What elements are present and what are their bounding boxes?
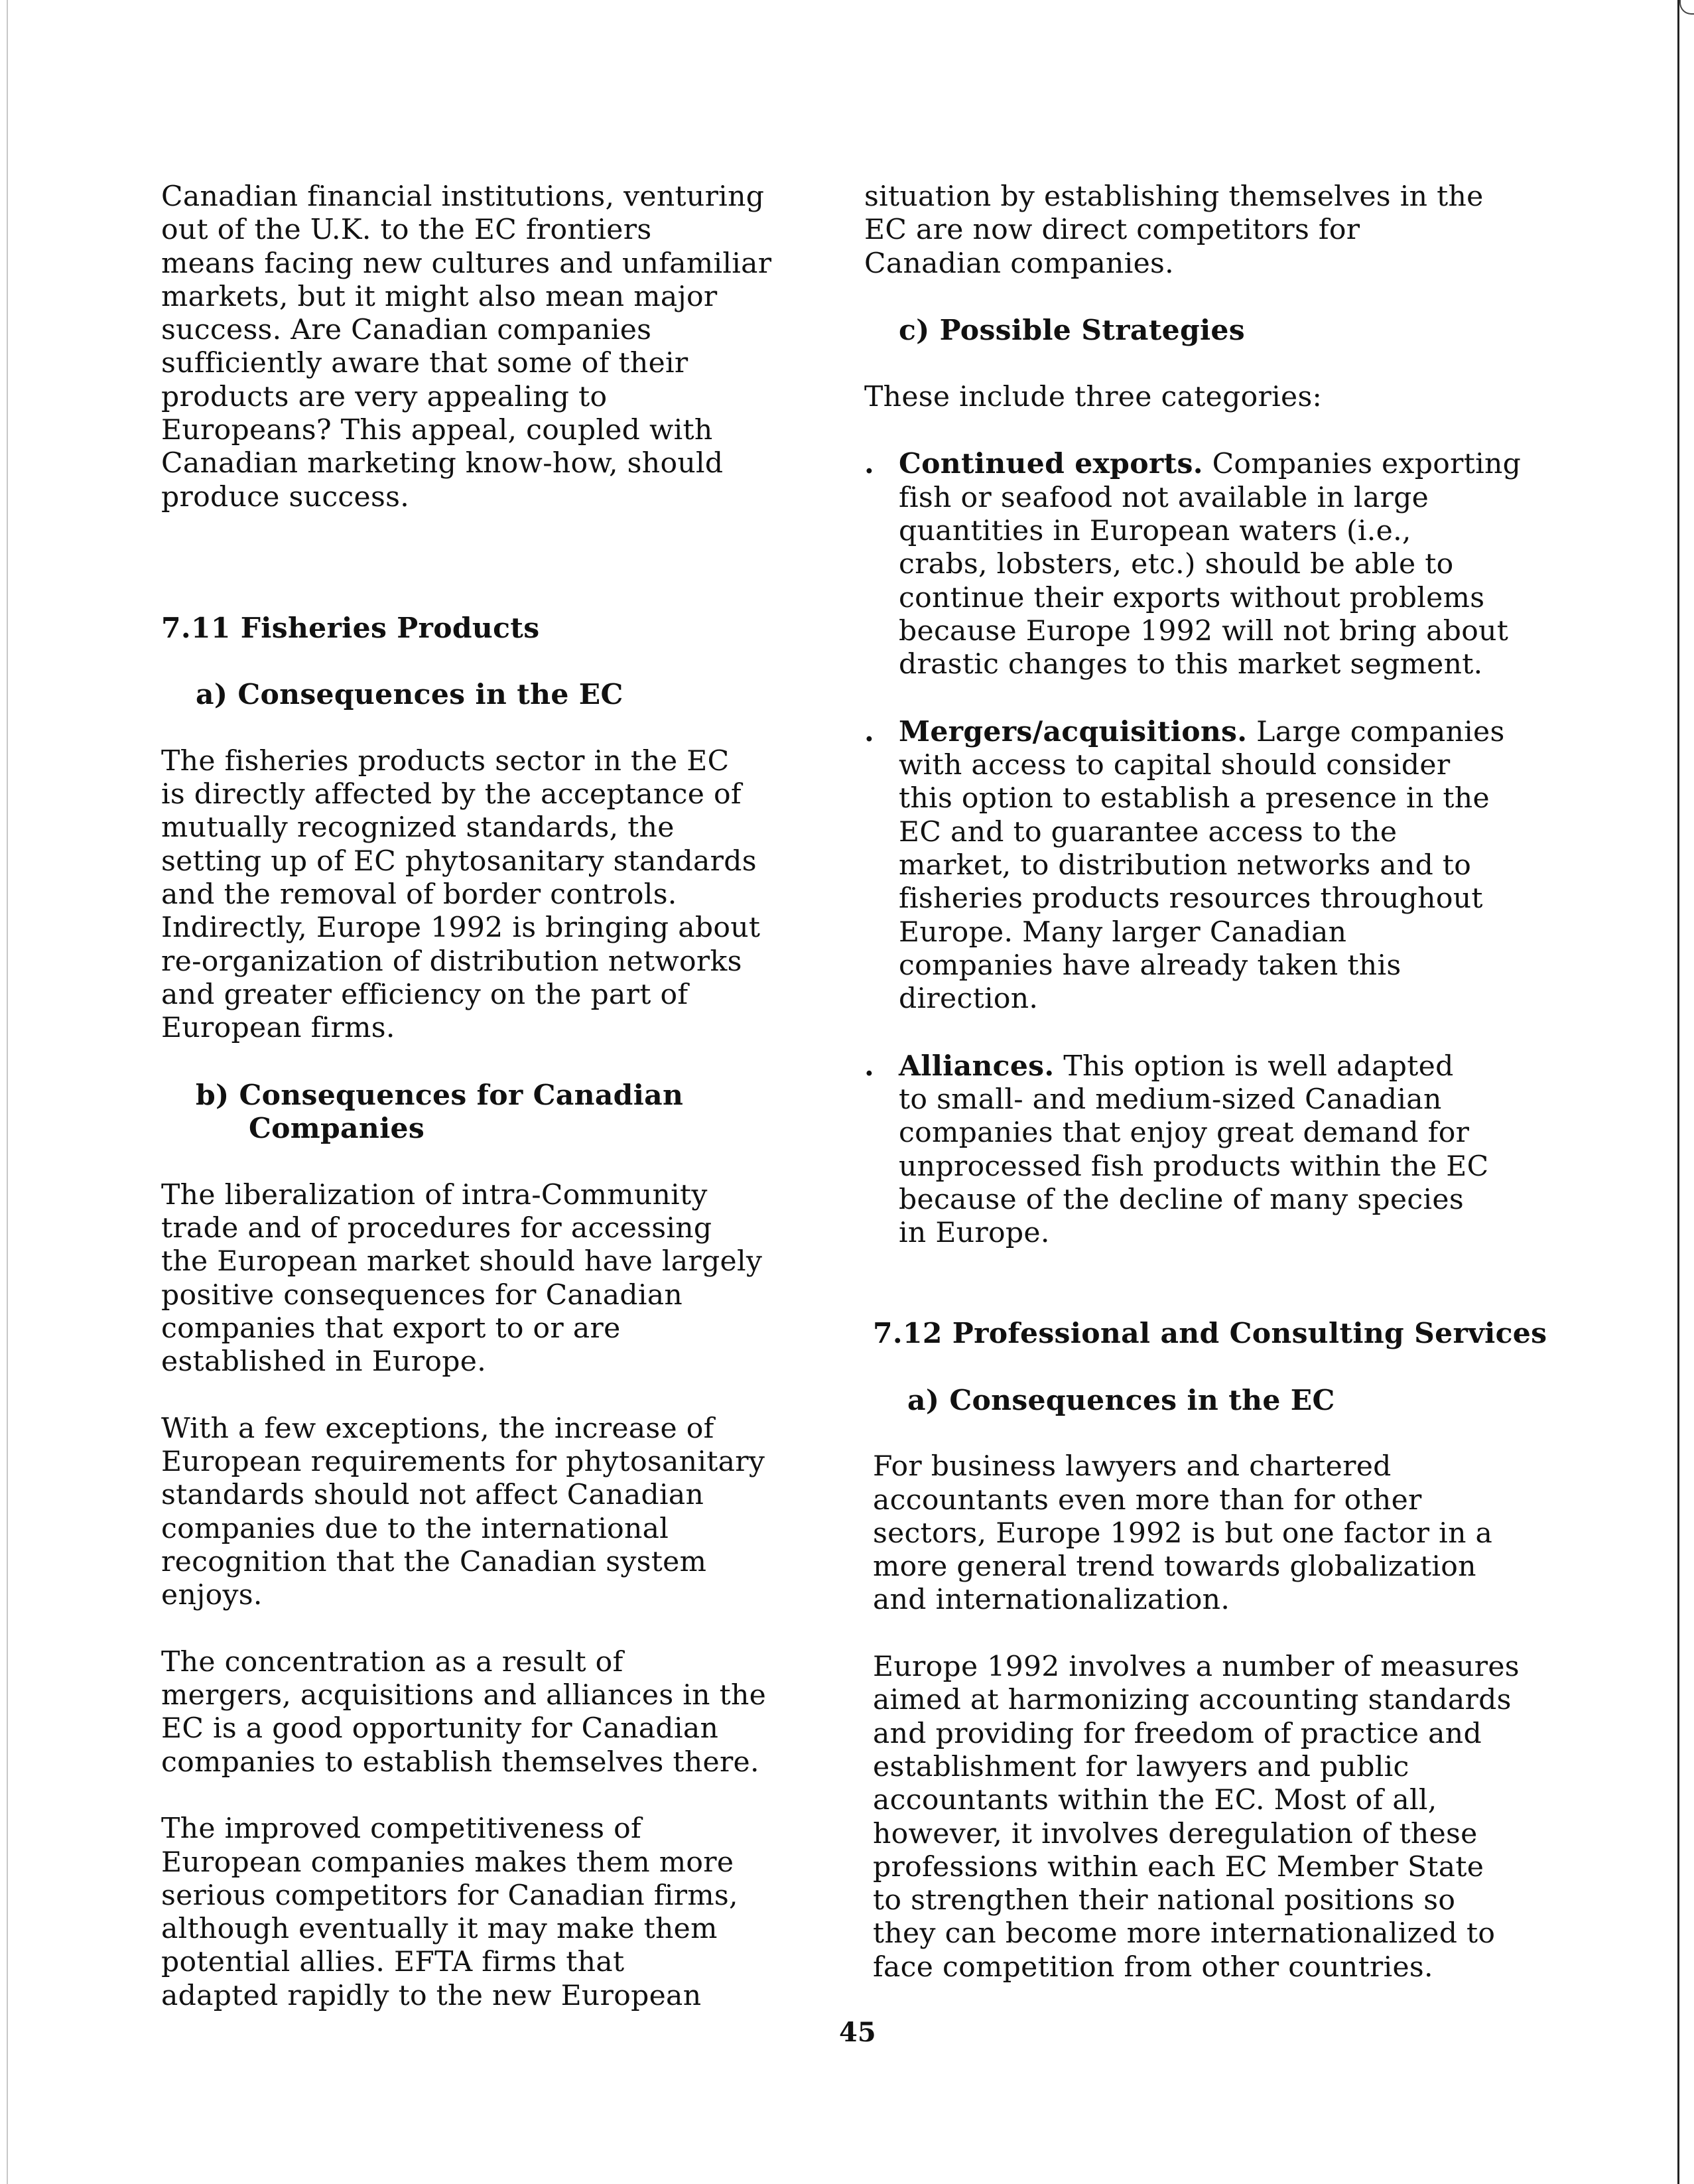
right-column (864, 180, 1574, 1984)
bullet-text: This option is well adapted to small- and medium-sized Canadian companies that enjoy great demand for unprocessed fish products within the EC because of the decline of many species in Europe. (899, 1050, 1489, 1250)
paragraph-lawyers-accountants: For business lawyers and chartered accountants even more than for other sectors, Europe 1992 is but one factor in a more general trend towards globalization and internationalization. (873, 1450, 1493, 1617)
paragraph-competitiveness: The improved competitiveness of European companies makes them more serious competitors for Canadian firms, although eventually it may make them potential allies. EFTA firms that adapted rapidly to the new European (161, 1812, 738, 2012)
scan-edge-left (7, 0, 8, 2184)
bullet-text: Companies exporting fish or seafood not available in large quantities in European waters (i.e., crabs, lobsters, etc.) should be able to continue their exports without problems because Europe 1992 will not bring about drastic changes to this market segment. (899, 448, 1522, 681)
paragraph-categories: These include three categories: (864, 380, 1323, 413)
bullet-mark: . (864, 447, 875, 481)
subheading-possible-strategies: c) Possible Strategies (899, 314, 1245, 348)
paragraph-concentration: The concentration as a result of mergers, acquisitions and alliances in the EC is a good opportunity for Canadian companies to establish themselves there. (161, 1645, 767, 1779)
subheading-consequences-ec-2: a) Consequences in the EC (907, 1383, 1335, 1417)
paragraph-liberalization: The liberalization of intra-Community trade and of procedures for accessing the European market should have largely positive consequences for Canadian companies that export to or are established in Europe. (161, 1178, 763, 1379)
bullet-title: Continued exports. (899, 447, 1203, 481)
bullet-alliances (864, 1050, 1574, 1251)
paragraph-europe-1992-measures: Europe 1992 involves a number of measures aimed at harmonizing accounting standards and providing for freedom of practice and establishment for lawyers and public accountants within the EC. Most of all, however, it involves deregulation of these professions within each EC Member State to strengthen their national positions so they can become more internationalized to face competition from other countries. (873, 1651, 1520, 1984)
bullet-mark: . (864, 715, 875, 748)
section-heading-professional-services: 7.12 Professional and Consulting Services (873, 1317, 1547, 1351)
section-heading-fisheries: 7.11 Fisheries Products (161, 611, 540, 645)
bullet-mergers-acquisitions (864, 715, 1574, 1016)
continued-paragraph: situation by establishing themselves in the EC are now direct competitors for Canadian companies. (864, 180, 1484, 280)
bullet-text: Large companies with access to capital should consider this option to establish a presence in the EC and to guarantee access to the market, to distribution networks and to fisheries products resources throughout Europe. Many larger Canadian companies have already taken this direction. (899, 715, 1505, 1016)
paragraph-phytosanitary: With a few exceptions, the increase of European requirements for phytosanitary standards should not affect Canadian companies due to the international recognition that the Canadian system enjoys. (161, 1412, 765, 1612)
bullet-title: Alliances. (899, 1049, 1055, 1083)
bullet-mark: . (864, 1049, 875, 1083)
paragraph-fisheries-ec: The fisheries products sector in the EC is directly affected by the acceptance of mutually recognized standards, the setting up of EC phytosanitary standards and the removal of border controls. Indirectly, Europe 1992 is bringing about re-organization of distribution networks and greater efficiency on the part of European firms. (161, 744, 761, 1045)
bullet-title: Mergers/acquisitions. (899, 715, 1248, 748)
page-number: 45 (839, 2017, 876, 2048)
bullet-continued-exports (864, 447, 1574, 681)
subheading-consequences-ec: a) Consequences in the EC (196, 678, 623, 712)
scan-edge-right (1677, 0, 1679, 2184)
left-column (161, 180, 831, 2013)
scan-corner-mark (1679, 0, 1694, 15)
intro-paragraph: Canadian financial institutions, venturing out of the U.K. to the EC frontiers means facing new cultures and unfamiliar markets, but it might also mean major success. Are Canadian companies sufficiently aware that some of their products are very appealing to Europeans? This appeal, coupled with Canadian marketing know-how, should produce success. (161, 180, 772, 513)
subheading-consequences-canadian: b) Consequences for Canadian Companies (196, 1078, 684, 1146)
